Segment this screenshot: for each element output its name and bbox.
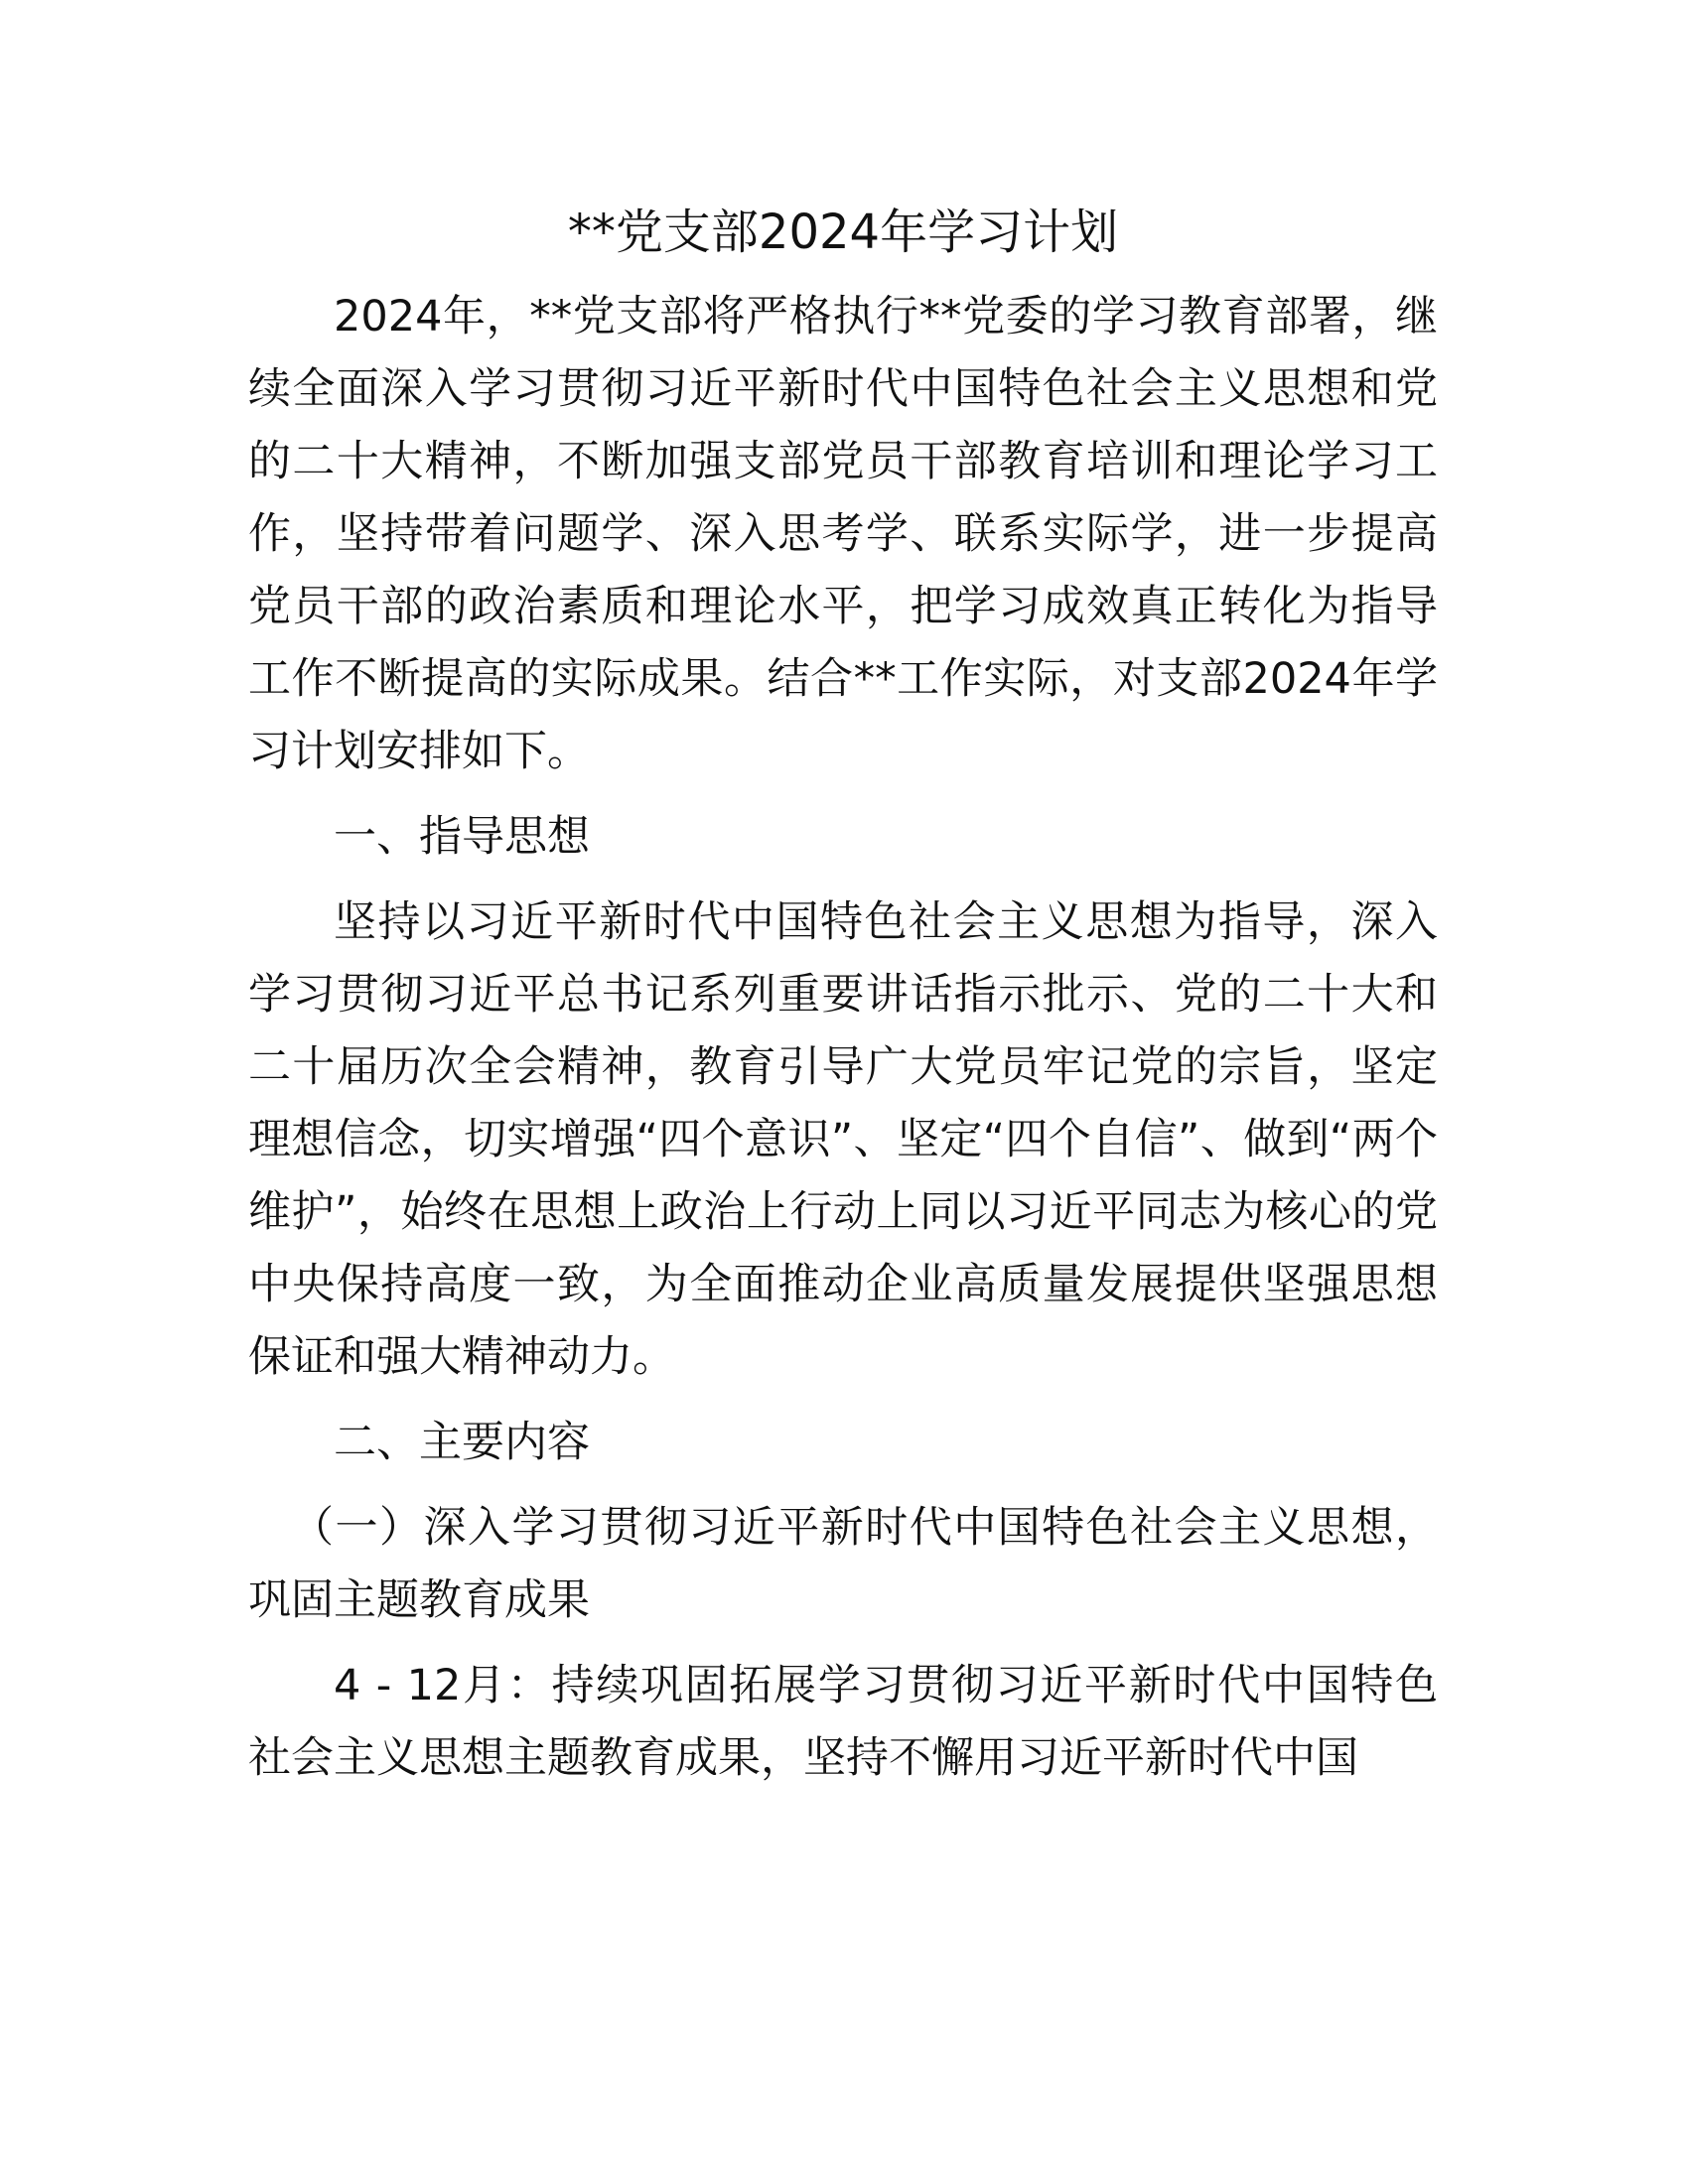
document-title: **党支部2024年学习计划 (567, 205, 1119, 260)
intro-paragraph: 2024年，**党支部将严格执行**党委的学习教育部署，继续全面深入学习贯彻习近平新时代中国特色社会主义思想和党的二十大精神，不断加强支部党员干部教育培训和理论学习工作，坚持带着问题学、深入思考学、联系实际学，进一步提高党员干部的政治素质和理论水平，把学习成效真正转化为指导工作不断提高的实际成果。结合**工作实际，对支部2024年学习计划安排如下。 (248, 292, 1438, 776)
subsection-heading-study-thought: （一）深入学习贯彻习近平新时代中国特色社会主义思想，巩固主题教育成果 (248, 1503, 1438, 1625)
section-heading-main-content: 二、主要内容 (334, 1418, 590, 1467)
section-heading-guiding-thought: 一、指导思想 (334, 812, 590, 862)
study-schedule-paragraph: 4 - 12月：持续巩固拓展学习贯彻习近平新时代中国特色社会主义思想主题教育成果，坚持不懈用习近平新时代中国 (248, 1661, 1438, 1783)
guiding-thought-paragraph: 坚持以习近平新时代中国特色社会主义思想为指导，深入学习贯彻习近平总书记系列重要讲话指示批示、党的二十大和二十届历次全会精神，教育引导广大党员牢记党的宗旨，坚定理想信念，切实增强“四个意识”、坚定“四个自信”、做到“两个维护”，始终在思想上政治上行动上同以习近平同志为核心的党中央保持高度一致，为全面推动企业高质量发展提供坚强思想保证和强大精神动力。 (248, 897, 1438, 1382)
document-body (248, 194, 1438, 1808)
